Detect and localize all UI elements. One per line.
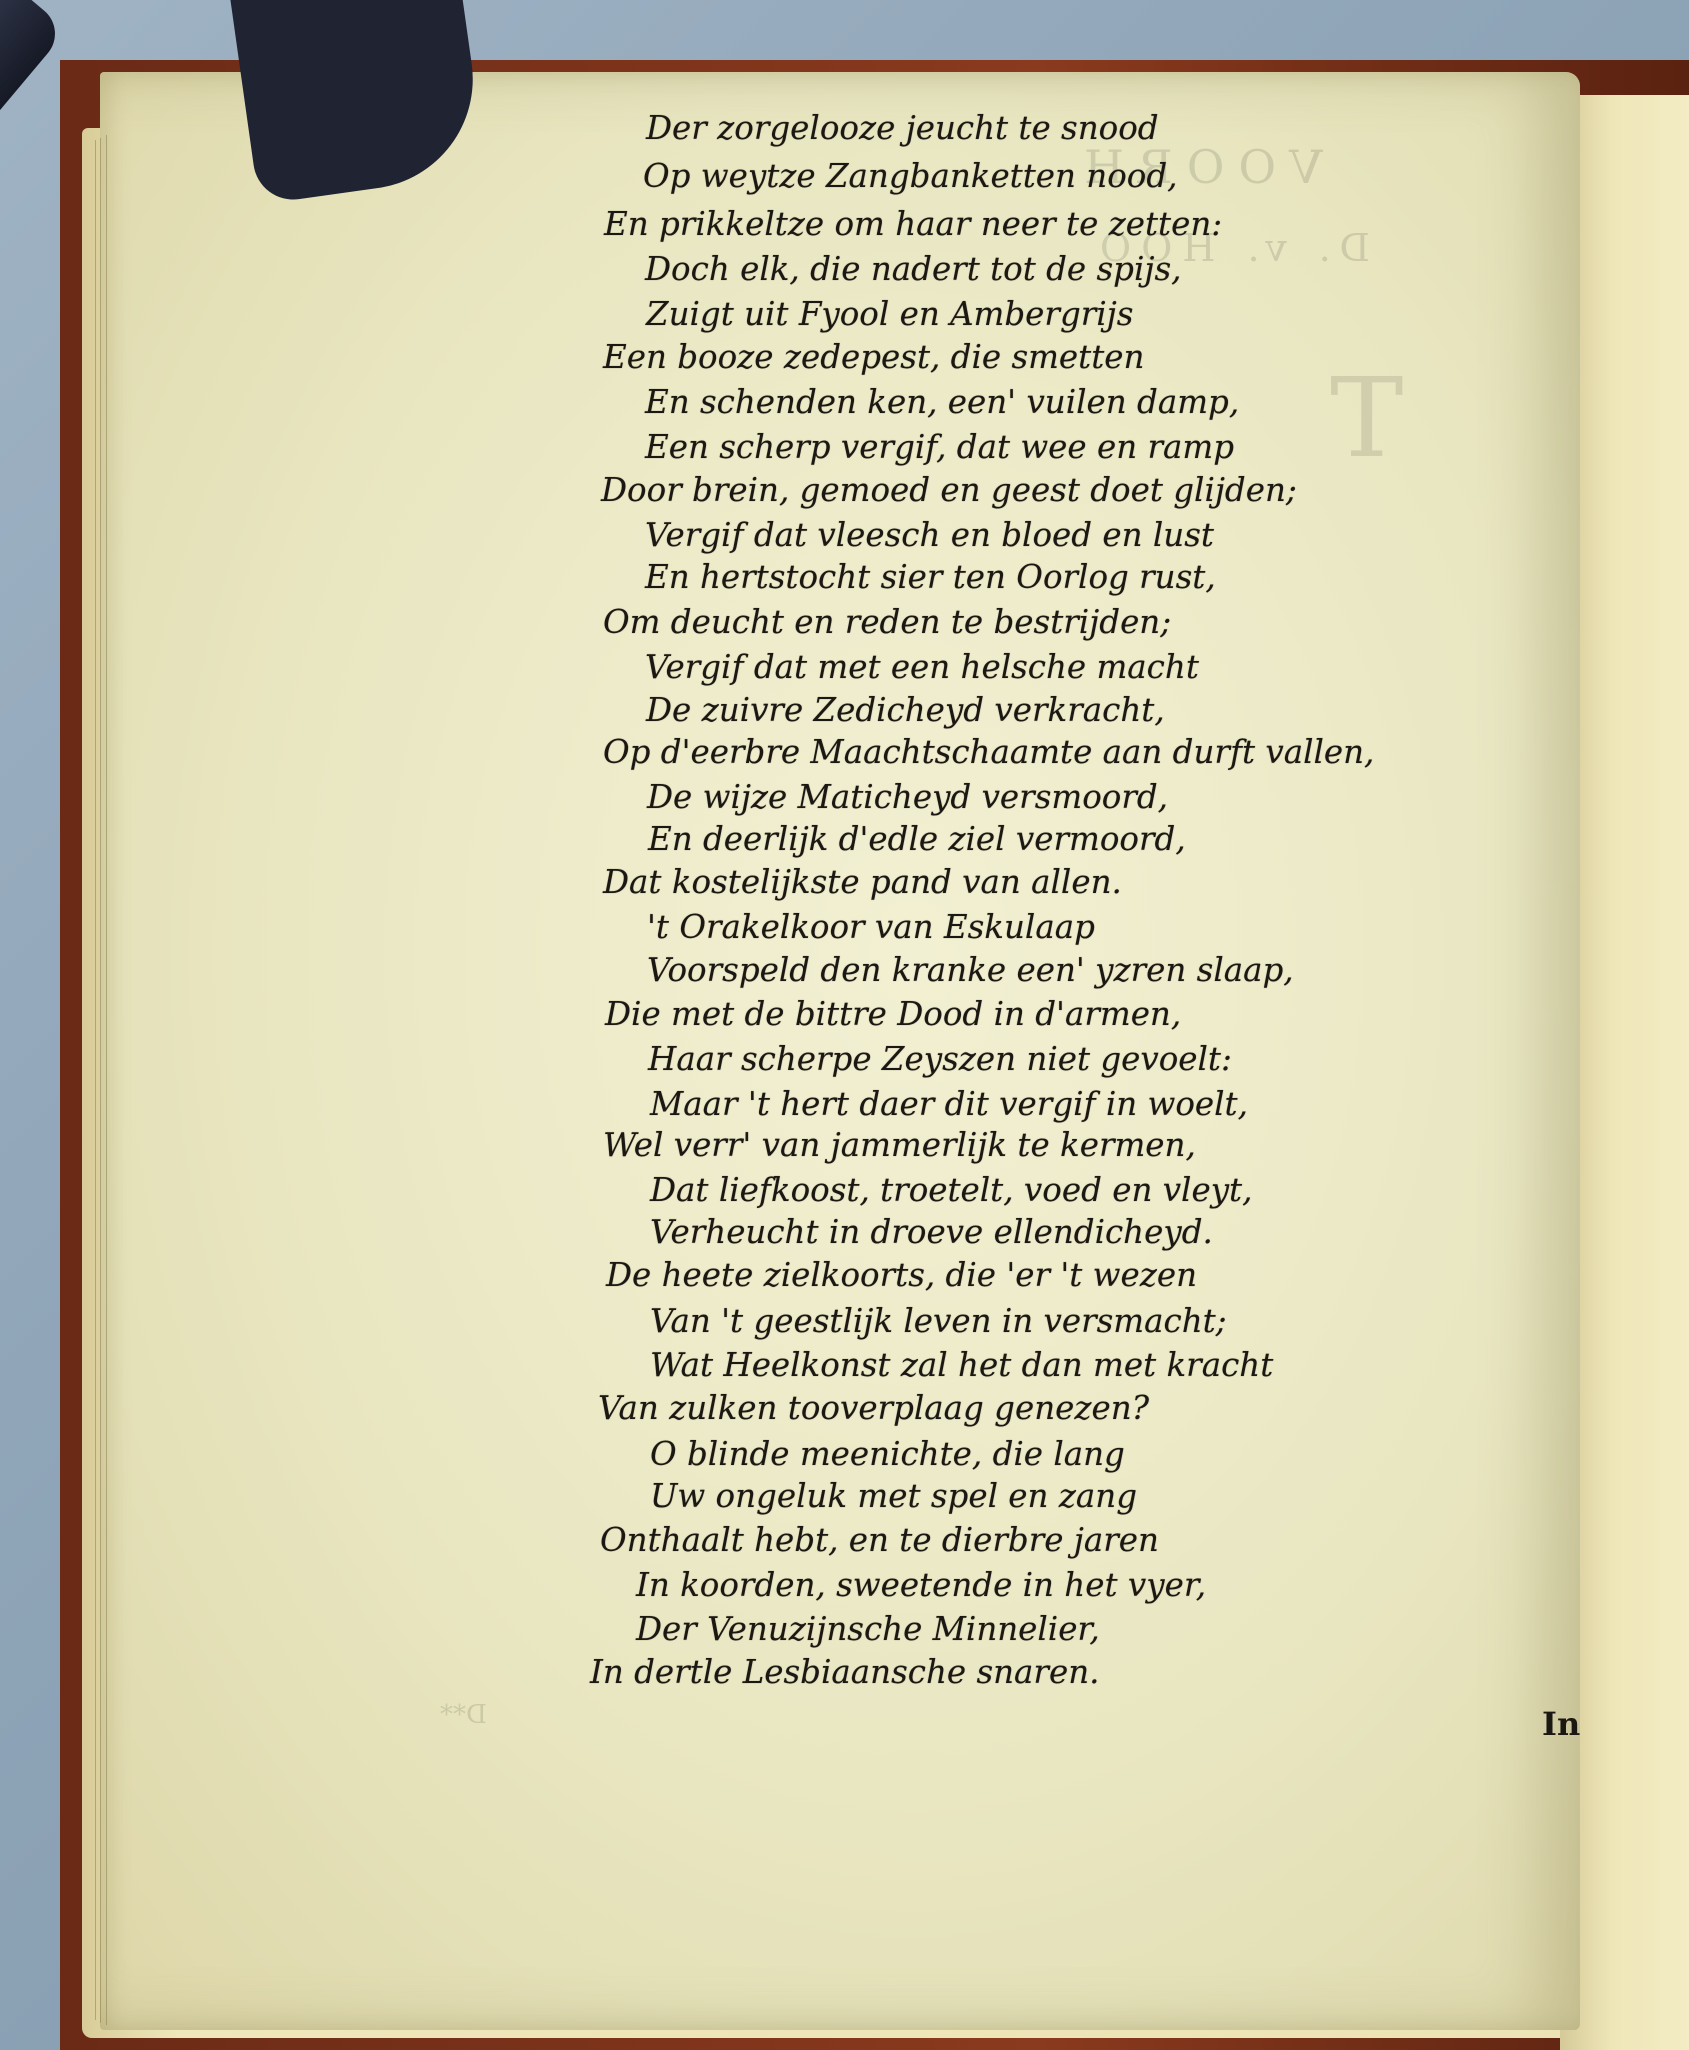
poem-line: Haar scherpe Zeyszen niet gevoelt: (648, 1040, 1232, 1078)
poem-line: Dat liefkoost, troetelt, voed en vleyt, (650, 1171, 1253, 1209)
poem-line: Dat kostelijkste pand van allen. (603, 863, 1122, 901)
show-through-heading: VOORH (1070, 140, 1323, 194)
poem-line: In dertle Lesbiaansche snaren. (590, 1653, 1100, 1691)
poem-line: Vergif dat vleesch en bloed en lust (645, 516, 1214, 554)
poem-line: Maar 't hert daer dit vergif in woelt, (650, 1085, 1248, 1123)
poem-line: Uw ongeluk met spel en zang (650, 1477, 1138, 1515)
poem-line: Van 't geestlijk leven in versmacht; (650, 1302, 1227, 1340)
poem-line: En schenden ken, een' vuilen damp, (645, 383, 1240, 421)
show-through-signature: D** (440, 1700, 487, 1730)
poem-line: En hertstocht sier ten Oorlog rust, (645, 558, 1216, 596)
poem-line: In koorden, sweetende in het vyer, (636, 1566, 1207, 1604)
poem-line: Wat Heelkonst zal het dan met kracht (650, 1346, 1274, 1384)
show-through-subheading: D. v. HOO (1090, 226, 1370, 270)
poem-line: En deerlijk d'edle ziel vermoord, (648, 820, 1186, 858)
poem-line: Wel verr' van jammerlijk te kermen, (603, 1126, 1196, 1164)
poem-line: En prikkeltze om haar neer te zetten: (604, 205, 1223, 243)
poem-line: Onthaalt hebt, en te dierbre jaren (600, 1521, 1159, 1559)
poem-line: Een scherp vergif, dat wee en ramp (645, 428, 1235, 466)
poem-line: De wijze Maticheyd versmoord, (647, 778, 1168, 816)
poem-line: Op weytze Zangbanketten nood, (643, 157, 1178, 195)
poem-line: Der zorgelooze jeucht te snood (646, 109, 1159, 147)
poem-line: Door brein, gemoed en geest doet glijden; (601, 471, 1297, 509)
poem-line: Om deucht en reden te bestrijden; (603, 603, 1172, 641)
poem-line: O blinde meenichte, die lang (650, 1435, 1125, 1473)
poem-line: Voorspeld den kranke een' yzren slaap, (647, 951, 1294, 989)
poem-line: Der Venuzijnsche Minnelier, (636, 1610, 1100, 1648)
poem-line: 't Orakelkoor van Eskulaap (647, 908, 1095, 946)
poem-line: Een booze zedepest, die smetten (603, 338, 1145, 376)
poem-line: Vergif dat met een helsche macht (645, 648, 1199, 686)
poem-line: De heete zielkoorts, die 'er 't wezen (606, 1256, 1198, 1294)
poem-line: Van zulken tooverplaag genezen? (598, 1389, 1150, 1427)
poem-line: Zuigt uit Fyool en Ambergrijs (646, 295, 1134, 333)
poem-line: Die met de bittre Dood in d'armen, (605, 995, 1182, 1033)
poem-line: Verheucht in droeve ellendicheyd. (650, 1213, 1213, 1251)
show-through-initial: T (1330, 354, 1404, 482)
catchword: In (1542, 1705, 1581, 1743)
poem-line: Doch elk, die nadert tot de spijs, (645, 250, 1182, 288)
poem-line: De zuivre Zedicheyd verkracht, (646, 691, 1165, 729)
poem-line: Op d'eerbre Maachtschaamte aan durft vallen, (603, 733, 1375, 771)
